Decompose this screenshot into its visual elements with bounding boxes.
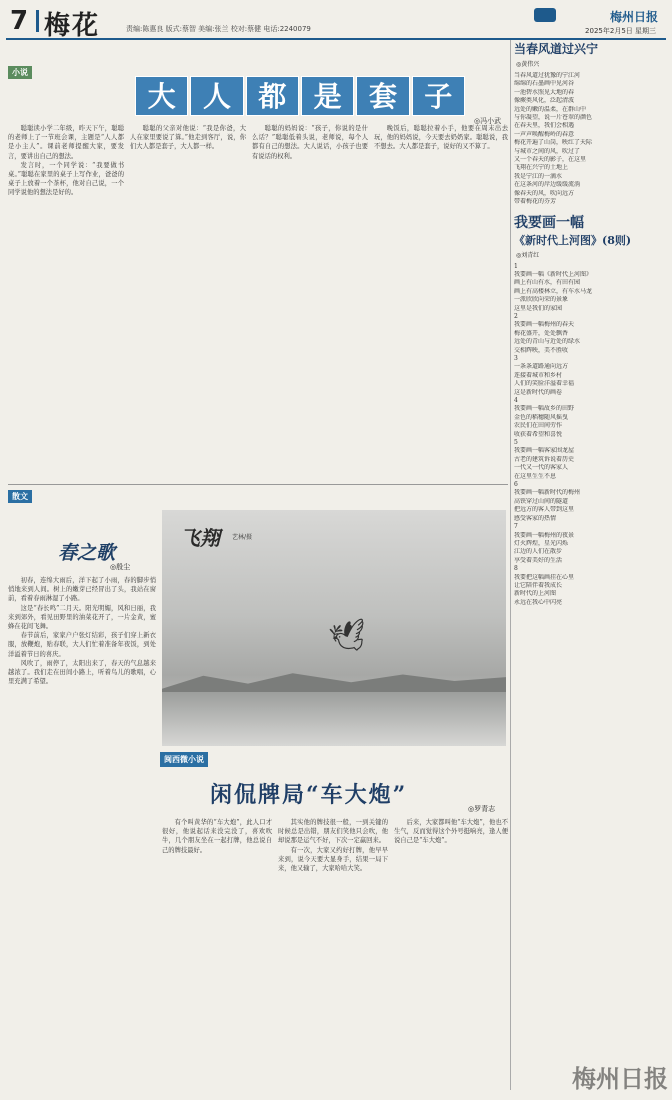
poem-title: 我要画一幅 [514, 214, 584, 231]
micro-fiction-author: ◎罗青志 [468, 805, 496, 813]
poem-line: 交相辉映，美不胜收 [514, 346, 569, 354]
story-column [252, 124, 368, 479]
issue-date: 2025年2月5日 星期三 [585, 27, 656, 35]
micro-fiction-column [162, 818, 272, 1088]
paragraph: 初春，连绵大雨后，洋下起了小雨，春的脚步悄悄地来到人间。树上的嫩芽已经冒出了头，我站在窗前，看着春雨淋湿了小路。 [8, 577, 156, 603]
poem-line: 收获着希望和喜悦 [514, 430, 563, 438]
poem-line: 永远在我心中闪亮 [514, 598, 563, 606]
section-tag-essay: 散文 [8, 490, 32, 503]
poem-line: 6 [514, 481, 518, 489]
poem-line: 让它陪伴着我成长 [514, 581, 563, 589]
poem-line: 与你凝望，说一片苍翠的颜色 [514, 114, 593, 122]
poem-title: 当春风道过兴宁 [514, 42, 599, 56]
title-char: 人 [190, 76, 243, 116]
story-column [374, 124, 508, 479]
header-divider [36, 10, 39, 32]
paragraph: 发言时，一个同学说：“我要做书桌。”聪聪在家里的桌子上写作业，爸爸的桌子上放着一个茶杯，他对自己说，一个同学说他的想法是好的。 [8, 161, 124, 197]
poem-line: 这里是我们的家园 [514, 304, 563, 312]
essay-author: ◎殷尘 [110, 563, 131, 571]
poem-author: ◎刘青红 [516, 251, 540, 259]
poem-line: 当春风道过犹豫的宁江河 [514, 72, 581, 79]
poem-line: 在这条河的岸边缓缓流淌 [514, 181, 581, 189]
title-char: 是 [301, 76, 354, 116]
photo [162, 510, 506, 746]
title-char: 子 [412, 76, 465, 116]
paragraph: 聪聪的妈妈说：“孩子，你说的是什么话？”聪聪低着头说，老师说，每个人都有自己的想法。大人说话，小孩子也要有说话的权利。 [252, 125, 368, 160]
poem-line: 一声声唤醒梅岭的春意 [514, 130, 575, 138]
paragraph: 有一次，大家又约好打牌，他早早来到，说今天要大显身手，结果一局下来，他又输了，大家哈哈大笑。 [278, 846, 388, 873]
photo-caption: 艺林/摄 [232, 534, 253, 541]
poem-line: 感受客家的热情 [514, 514, 557, 522]
poem-line: 远处的嫩的温柔，在群山中 [514, 105, 587, 113]
micro-fiction-column [278, 818, 388, 1088]
poem-line: 在春天里，我们会相遇 [514, 122, 575, 130]
poem-line: 我要画一幅故乡的田野 [514, 405, 575, 413]
poem-line: 画上有高楼林立，有车水马龙 [514, 287, 593, 295]
photo-title: 飞翔 [180, 526, 220, 550]
poem-line: 金色的稻穗随风摇曳 [514, 413, 569, 421]
poem-line: 连接着城市和乡村 [514, 371, 563, 379]
editor-credits: 责编:陈惠良 版式:蔡智 美编:张兰 校对:蔡健 电话:2240079 [126, 25, 311, 33]
poem-line: 7 [514, 523, 518, 531]
paragraph: 春节前后，家家户户张灯结彩，孩子们穿上新衣服，放鞭炮，贴春联，大人们忙着准备年夜饭，到处洋溢着节日的喜庆。 [8, 632, 156, 658]
poem-line: 我要画一幅客家围龙屋 [514, 447, 575, 455]
poem-line: 享受着美好的生活 [514, 556, 563, 564]
poem-line: 江边的人们在散步 [514, 548, 563, 556]
section-divider [8, 484, 508, 485]
poem-line: 画上有山有水，有田有园 [514, 279, 581, 287]
story-title [135, 76, 465, 116]
hills-shape [162, 668, 506, 694]
poem-line: 1 [514, 262, 518, 270]
poem-line: 新时代的上河图 [514, 590, 557, 598]
poem-line: 我要画一幅新时代的梅州 [514, 489, 581, 497]
poem-lines [514, 263, 666, 608]
paragraph: 有个叫黄华的“车大炮”，此人口才很好，他说起话来没完没了，喜欢吹牛，几个朋友坐在一起打牌，他总说自己的牌技最好。 [162, 819, 272, 854]
paragraph: 后来，大家都叫他“车大炮”，他也不生气，反而觉得这个外号挺响亮，逢人便说自己是“车大炮”。 [394, 819, 508, 845]
poem-line: 与城市之间的风，吹过了 [514, 147, 581, 155]
paragraph: 聪聪的父亲对他说：“我是你爸，大人在家里要说了算。”他走到客厅，说，你们大人都是套子，大人都一样。 [130, 125, 246, 151]
poem-line: 我要画一幅梅州的夜景 [514, 531, 575, 539]
essay-column [8, 576, 156, 1088]
newspaper-brand: 梅州日报 [609, 10, 658, 24]
poem-line: 我要画一幅《新时代上河图》 [514, 270, 593, 278]
poem-line: 又一个春天的影子，在这里 [514, 156, 587, 164]
poem-line: 3 [514, 354, 518, 362]
micro-fiction-title: 闲侃牌局“车大炮” [210, 782, 408, 808]
seagull-icon: 🕊 [326, 616, 372, 659]
title-char: 套 [356, 76, 409, 116]
page-number: 7 [10, 6, 29, 36]
poem-line: 一派欣欣向荣的景象 [514, 296, 569, 304]
paragraph: 其实他的牌技很一般，一到关键的时候总是出错，朋友们笑他只会吹，他却说那是运气不好，下次一定赢回来。 [278, 819, 388, 845]
micro-fiction-column [394, 818, 508, 1088]
story-author: ◎冯小武 [474, 117, 502, 125]
poetry-column [514, 40, 666, 607]
poem-line: 飞翔在兴宁的土地上 [514, 164, 569, 172]
poem-line: 绵绵的石墨画中见河谷 [514, 80, 575, 88]
page-header [6, 4, 666, 40]
section-tag-story: 小说 [8, 66, 32, 79]
poem-line: 这是新时代的画卷 [514, 388, 563, 396]
story-column [8, 124, 124, 479]
poem-line: 我要画一幅梅州的春天 [514, 321, 575, 329]
poem-line: 5 [514, 439, 518, 447]
paragraph: 聪聪读小学二年级，昨天下午，聪聪的老师上了一节班会课，主题是“人人都是小主人”。课前老师提醒大家，要发言，要讲出自己的想法。 [8, 125, 124, 160]
poem-line: 把远方的客人带到这里 [514, 506, 575, 514]
poem-line: 一池碧水照见大地的春 [514, 88, 575, 96]
poem-subtitle: 《新时代上河图》(8则) [514, 233, 632, 247]
poem-line: 2 [514, 312, 518, 320]
poem-line: 4 [514, 397, 518, 404]
essay-title: 春之歌 [58, 542, 116, 564]
poem-line: 梅花盛开，处处飘香 [514, 329, 569, 337]
title-char: 大 [135, 76, 188, 116]
poem-line: 农民们在田间劳作 [514, 422, 563, 430]
newspaper-logo-icon [534, 8, 556, 22]
story-column [130, 124, 246, 479]
water-shape [162, 692, 506, 746]
poem-line: 我要把这幅画挂在心里 [514, 573, 575, 581]
poem-line: 8 [514, 565, 518, 573]
newspaper-watermark: 梅州日报 [572, 1065, 668, 1093]
poem-line: 在这里生生不息 [514, 472, 557, 480]
poem-line: 灯火辉煌，星光闪烁 [514, 539, 569, 547]
poem-lines [514, 72, 666, 207]
page-title: 梅花 [44, 11, 101, 41]
poem-line: 高铁穿过山间的隧道 [514, 497, 569, 505]
section-tag-micro-fiction: 闽西微小说 [160, 752, 208, 767]
paragraph: 风吹了，雨停了，太阳出来了，春天的气息越来越浓了。我们走在田间小路上，听着鸟儿的歌唱，心里充满了希望。 [8, 659, 156, 686]
poem-author: ◎黄伟兴 [516, 61, 540, 68]
poem-line: 像春天的风，吹向远方 [514, 189, 575, 197]
title-char: 都 [246, 76, 299, 116]
paragraph: 晚饭后，聪聪拉着小手，他要在周末出去玩，他的妈妈说，今天要去奶奶家。聪聪说，我不想去。大人都是套子，说好的又不算了。 [374, 125, 508, 151]
poem-line: 像蕨类风化，泛起清波 [514, 97, 575, 105]
poem-line: 梅花开遍了山岗，映红了天际 [514, 139, 593, 147]
poem-line: 人们的笑脸洋溢着幸福 [514, 380, 575, 388]
poem-line: 一条条道路通向远方 [514, 363, 569, 371]
poem-line: 我是宁江的一滴水 [514, 172, 563, 180]
poem-line: 古老的建筑诉说着历史 [514, 455, 575, 463]
column-divider [510, 40, 511, 1090]
poem-line: 带着梅花的芬芳 [514, 198, 557, 206]
poem-line: 远处的青山与近处的绿水 [514, 338, 581, 346]
paragraph: 这是“春长鸣”二月天。阳光明媚，风和日丽，我来到郊外，看见田野里的油菜花开了，一片金黄，蜜蜂在花间飞舞。 [8, 604, 156, 631]
poem-line: 一代又一代的客家人 [514, 464, 569, 472]
